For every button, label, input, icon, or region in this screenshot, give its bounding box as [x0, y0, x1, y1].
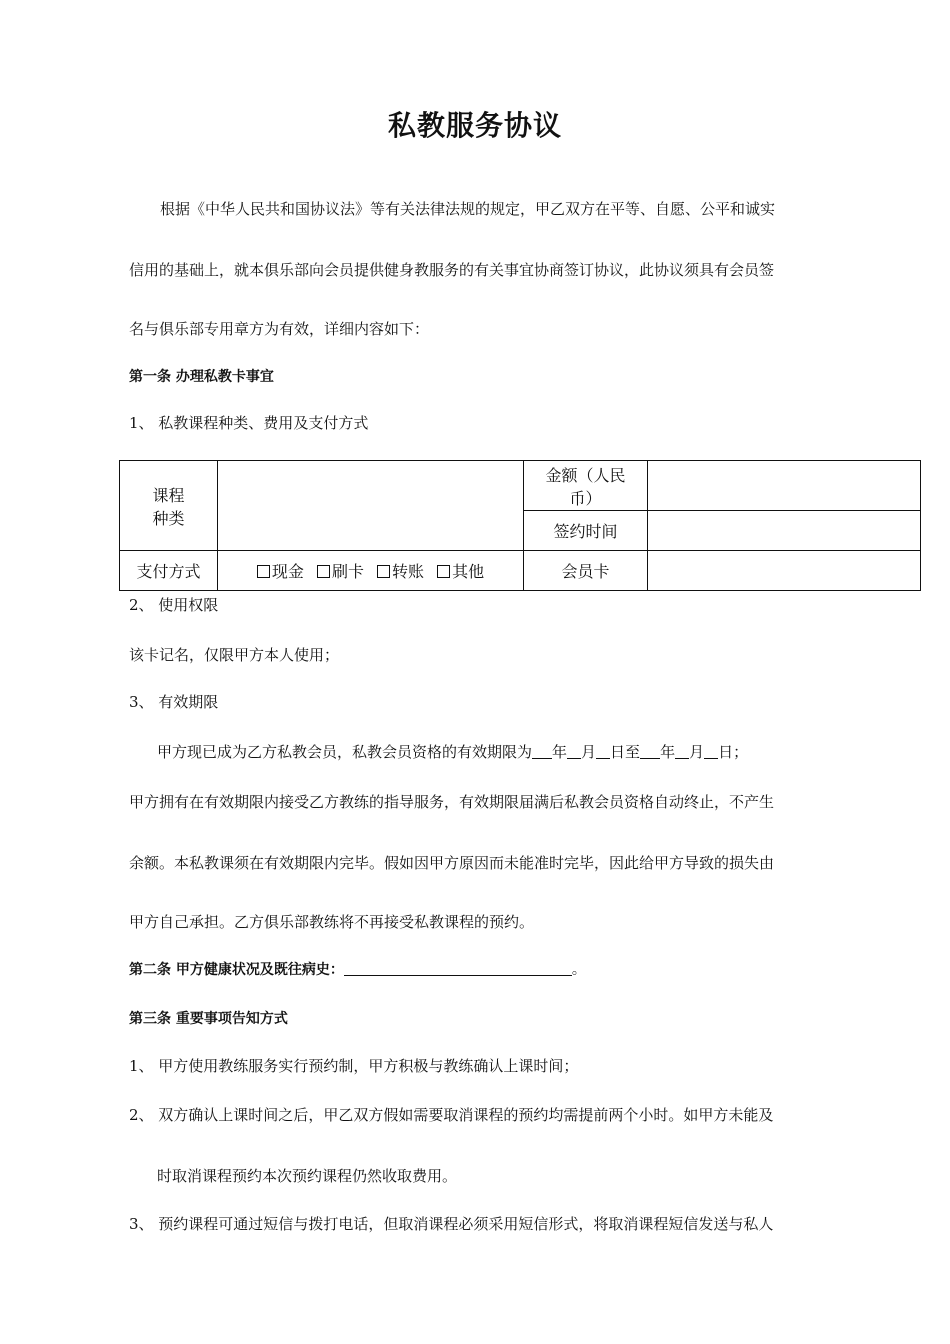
- course-type-label-1: 课程: [152, 485, 185, 505]
- article-1-item-1: 1、 私教课程种类、费用及支付方式: [129, 414, 369, 432]
- course-type-label-2: 种类: [152, 508, 185, 528]
- sign-time-value-cell[interactable]: [648, 511, 921, 551]
- payment-option-card[interactable]: 刷卡: [317, 562, 364, 581]
- member-card-label: 会员卡: [524, 551, 648, 591]
- payment-option-cash[interactable]: 现金: [257, 562, 304, 581]
- article-1-item-2: 2、 使用权限: [129, 596, 219, 614]
- payment-option-other[interactable]: 其他: [437, 562, 484, 581]
- blank-end-year[interactable]: [640, 743, 660, 759]
- blank-start-day[interactable]: [596, 743, 610, 759]
- article-3-item-2: 2、 双方确认上课时间之后，甲乙双方假如需要取消课程的预约均需提前两个小时。如甲方未能及: [129, 1106, 774, 1124]
- checkbox-icon[interactable]: [377, 565, 390, 578]
- usage-rights-text: 该卡记名，仅限甲方本人使用；: [129, 646, 340, 664]
- intro-line-3: 名与俱乐部专用章方为有效，详细内容如下：: [129, 320, 430, 338]
- checkbox-icon[interactable]: [317, 565, 330, 578]
- validity-line-2: 甲方拥有在有效期限内接受乙方教练的指导服务，有效期限届满后私教会员资格自动终止，不产生: [129, 793, 775, 811]
- intro-line-2: 信用的基础上，就本俱乐部向会员提供健身教服务的有关事宜协商签订协议，此协议须具有会员签: [129, 261, 775, 279]
- checkbox-icon[interactable]: [257, 565, 270, 578]
- sign-time-label: 签约时间: [524, 511, 648, 551]
- payment-option-transfer[interactable]: 转账: [377, 562, 424, 581]
- amount-value-cell[interactable]: [648, 461, 921, 511]
- member-card-value-cell[interactable]: [648, 551, 921, 591]
- amount-label-2: 币）: [569, 488, 602, 508]
- article-1-item-3: 3、 有效期限: [129, 693, 219, 711]
- blank-end-day[interactable]: [704, 743, 718, 759]
- validity-line-4: 甲方自己承担。乙方俱乐部教练将不再接受私教课程的预约。: [129, 913, 535, 931]
- amount-label-cell: [524, 461, 648, 511]
- validity-line-1: 甲方现已成为乙方私教会员，私教会员资格的有效期限为 年 月 日至 年 月 日；: [157, 743, 749, 761]
- blank-start-year[interactable]: [532, 743, 552, 759]
- article-3-item-1: 1、 甲方使用教练服务实行预约制，甲方积极与教练确认上课时间；: [129, 1057, 579, 1075]
- article-3-item-2-cont: 时取消课程预约本次预约课程仍然收取费用。: [157, 1167, 458, 1185]
- amount-label-1: 金额（人民: [545, 465, 626, 485]
- course-type-label-cell: [120, 461, 218, 551]
- checkbox-icon[interactable]: [437, 565, 450, 578]
- document-title: 私教服务协议: [387, 109, 562, 142]
- payment-method-label: 支付方式: [120, 551, 218, 591]
- course-info-table: [119, 460, 921, 591]
- blank-start-month[interactable]: [567, 743, 581, 759]
- payment-options-cell: [218, 551, 524, 591]
- article-2-heading: 第二条 甲方健康状况及既往病史： 。: [129, 962, 586, 978]
- blank-end-month[interactable]: [675, 743, 689, 759]
- article-1-heading: 第一条 办理私教卡事宜: [129, 369, 274, 385]
- course-type-value-cell[interactable]: [218, 461, 524, 551]
- health-history-blank[interactable]: [344, 960, 572, 976]
- validity-line-3: 余额。本私教课须在有效期限内完毕。假如因甲方原因而未能准时完毕，因此给甲方导致的损失由: [129, 854, 775, 872]
- article-3-heading: 第三条 重要事项告知方式: [129, 1011, 288, 1027]
- article-3-item-3: 3、 预约课程可通过短信与拨打电话，但取消课程必须采用短信形式，将取消课程短信发送与私人: [129, 1215, 774, 1233]
- intro-line-1: 根据《中华人民共和国协议法》等有关法律法规的规定，甲乙双方在平等、自愿、公平和诚实: [160, 200, 776, 218]
